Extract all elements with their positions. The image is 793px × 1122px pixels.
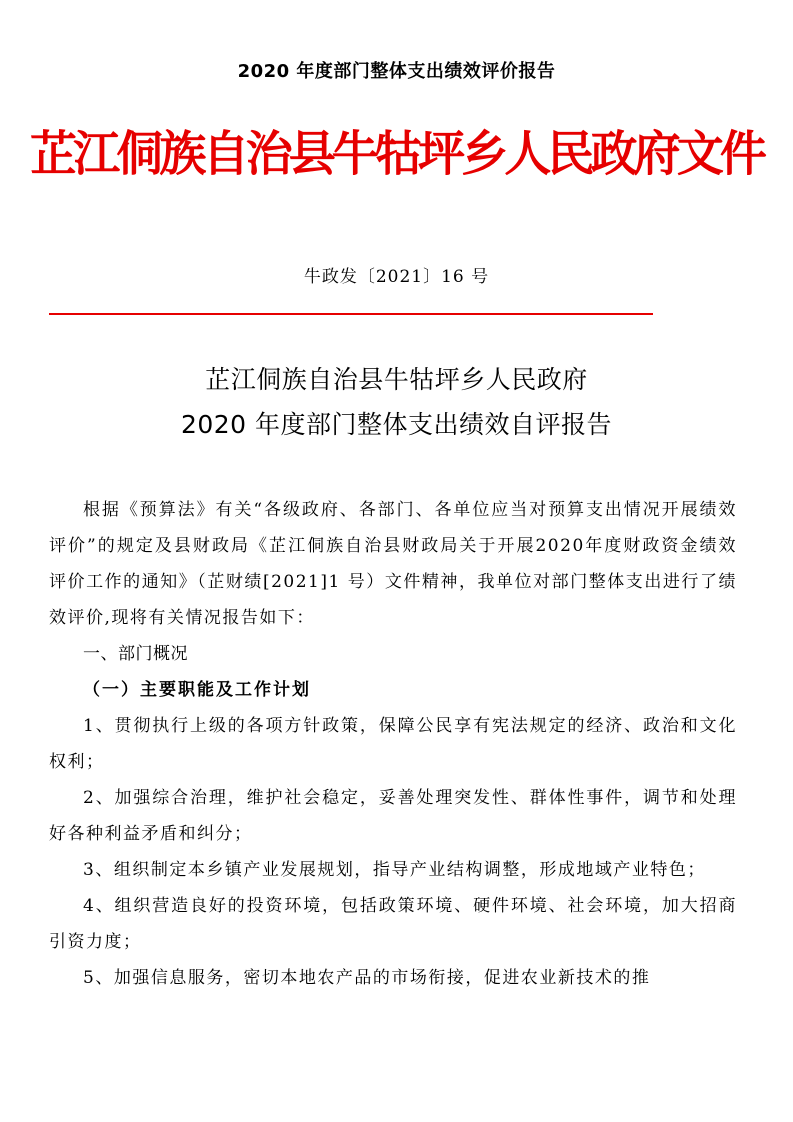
- letterhead-divider: [49, 313, 653, 315]
- subsection-heading: （一）主要职能及工作计划: [83, 680, 311, 700]
- section-heading: 一、部门概况: [83, 644, 188, 664]
- letterhead-title: 芷江侗族自治县牛牯坪乡人民政府文件: [29, 126, 764, 182]
- list-item: 5、加强信息服务，密切本地农产品的市场衔接，促进农业新技术的推: [83, 968, 651, 988]
- document-title-line2: 2020 年度部门整体支出绩效自评报告: [180, 410, 613, 439]
- list-item: 4、组织营造良好的投资环境，包括政策环境、硬件环境、社会环境，加大招商引资力度；: [49, 896, 737, 952]
- list-item: 2、加强综合治理，维护社会稳定，妥善处理突发性、群体性事件，调节和处理好各种利益矛盾和纠分；: [49, 788, 737, 844]
- list-item: 1、贯彻执行上级的各项方针政策，保障公民享有宪法规定的经济、政治和文化权利；: [49, 716, 737, 772]
- list-item: 3、组织制定本乡镇产业发展规划，指导产业结构调整，形成地域产业特色；: [83, 860, 706, 880]
- document-number: 牛政发〔2021〕16 号: [303, 267, 490, 287]
- report-header: 2020 年度部门整体支出绩效评价报告: [237, 61, 556, 82]
- document-body: [49, 492, 737, 996]
- document-title-line1: 芷江侗族自治县牛牯坪乡人民政府: [205, 365, 588, 394]
- intro-paragraph: 根据《预算法》有关“各级政府、各部门、各单位应当对预算支出情况开展绩效评价”的规定及县财政局《芷江侗族自治县财政局关于开展2020年度财政资金绩效评价工作的通知》（芷财绩[2021]1 号）文件精神，我单位对部门整体支出进行了绩效评价,现将有关情况报告如下：: [49, 500, 737, 628]
